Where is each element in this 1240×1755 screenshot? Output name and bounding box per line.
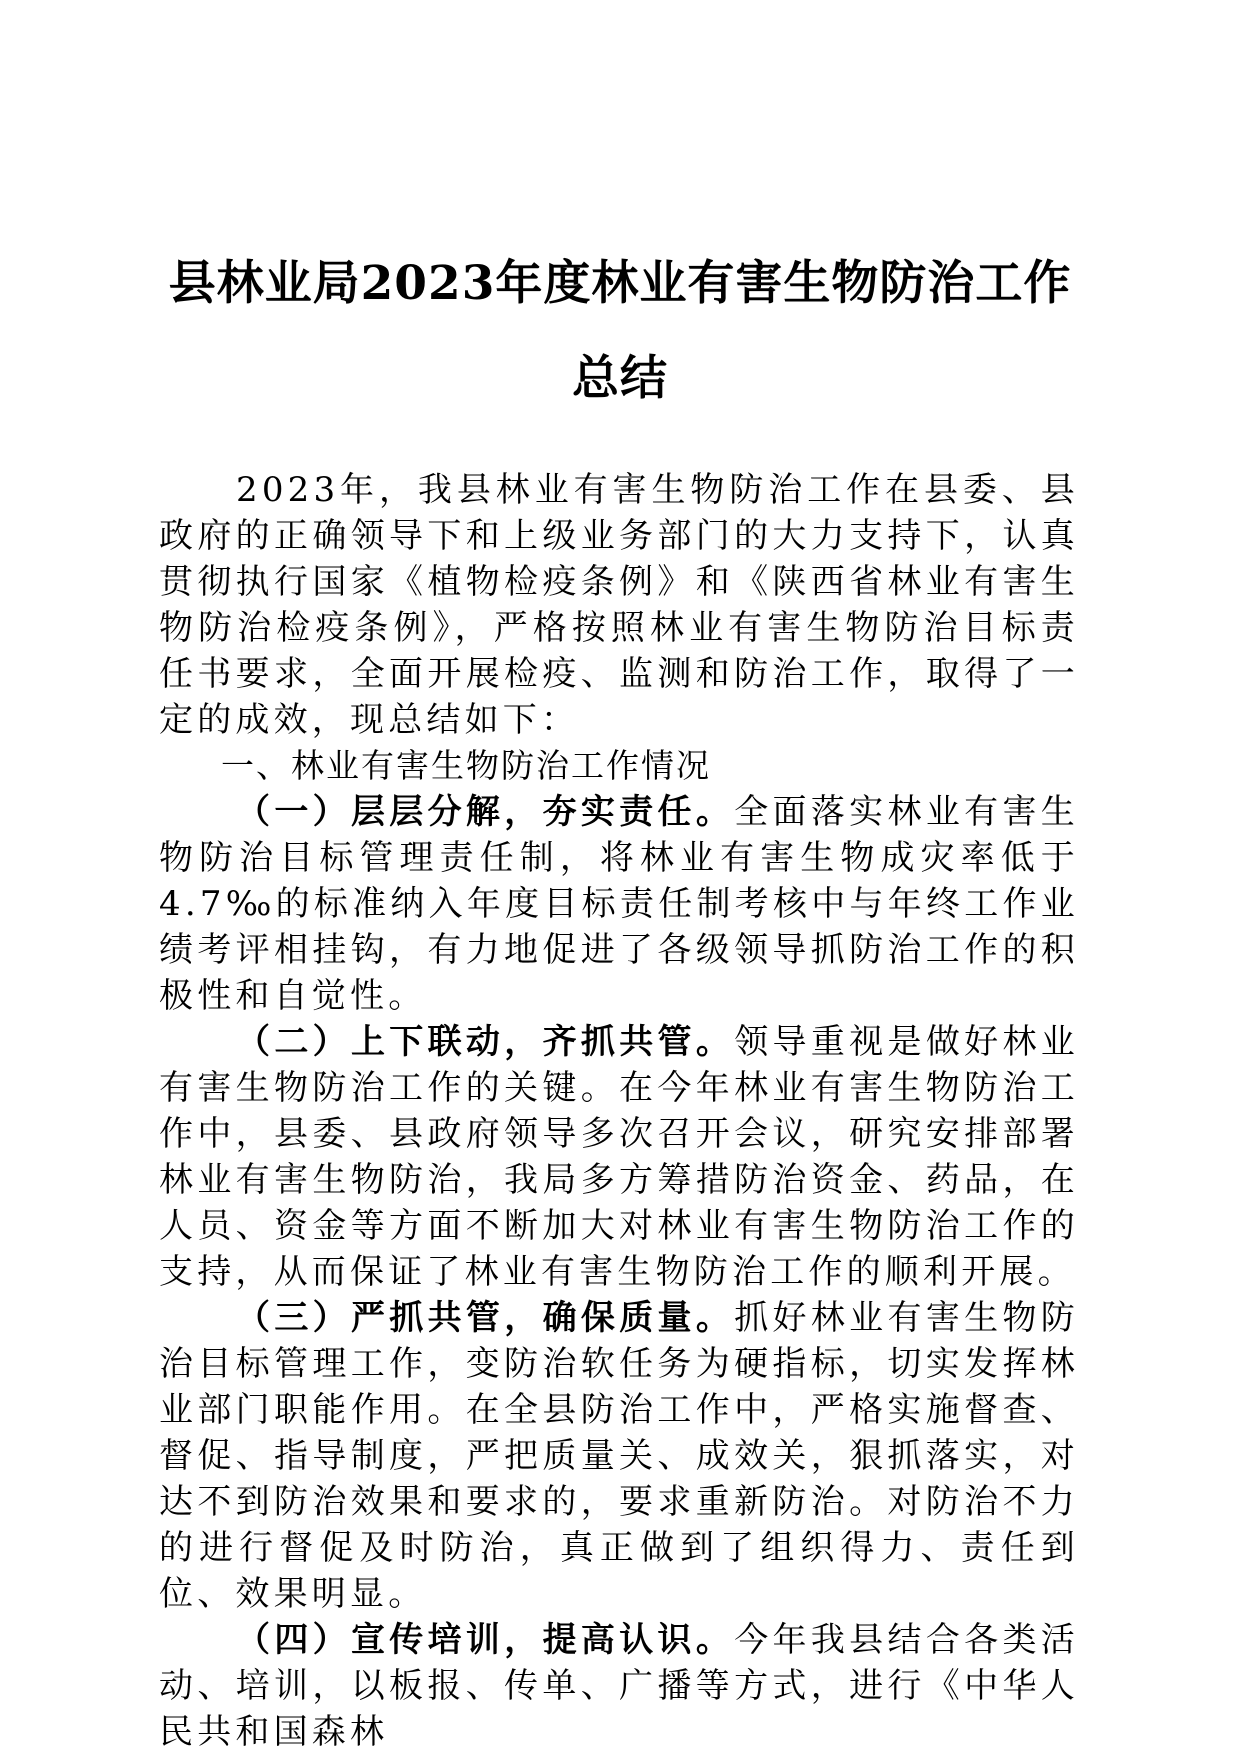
item-lead-1: （一）层层分解，夯实责任。: [236, 792, 735, 832]
item-paragraph-4: [159, 1617, 1079, 1755]
item-paragraph-1: [159, 789, 1079, 1019]
item-paragraph-2: [159, 1019, 1079, 1295]
item-text-3: 抓好林业有害生物防治目标管理工作，变防治软任务为硬指标，切实发挥林业部门职能作用。在全县防治工作中，严格实施督查、督促、指导制度，严把质量关、成效关，狠抓落实，对达不到防治效果和要求的，要求重新防治。对防治不力的进行督促及时防治，真正做到了组织得力、责任到位、效果明显。: [159, 1298, 1079, 1614]
intro-paragraph: 2023年，我县林业有害生物防治工作在县委、县政府的正确领导下和上级业务部门的大力支持下，认真贯彻执行国家《植物检疫条例》和《陕西省林业有害生物防治检疫条例》，严格按照林业有害生物防治目标责任书要求，全面开展检疫、监测和防治工作，取得了一定的成效，现总结如下：: [159, 470, 1079, 740]
item-text-1: 全面落实林业有害生物防治目标管理责任制，将林业有害生物成灾率低于4.7‰的标准纳入年度目标责任制考核中与年终工作业绩考评相挂钩，有力地促进了各级领导抓防治工作的积极性和自觉性。: [159, 792, 1079, 1016]
item-lead-3: （三）严抓共管，确保质量。: [236, 1298, 735, 1338]
document-body: [159, 467, 1079, 1755]
item-text-4: 今年我县结合各类活动、培训，以板报、传单、广播等方式，进行《中华人民共和国森林: [159, 1620, 1079, 1752]
item-lead-4: （四）宣传培训，提高认识。: [236, 1620, 735, 1660]
item-lead-2: （二）上下联动，齐抓共管。: [236, 1022, 735, 1062]
document-title: 县林业局2023年度林业有害生物防治工作总结: [168, 256, 1072, 406]
section-heading-1: 一、林业有害生物防治工作情况: [221, 746, 711, 785]
item-text-2: 领导重视是做好林业有害生物防治工作的关键。在今年林业有害生物防治工作中，县委、县政府领导多次召开会议，研究安排部署林业有害生物防治，我局多方筹措防治资金、药品，在人员、资金等方面不断加大对林业有害生物防治工作的支持，从而保证了林业有害生物防治工作的顺利开展。: [159, 1022, 1079, 1292]
item-paragraph-3: [159, 1295, 1079, 1617]
